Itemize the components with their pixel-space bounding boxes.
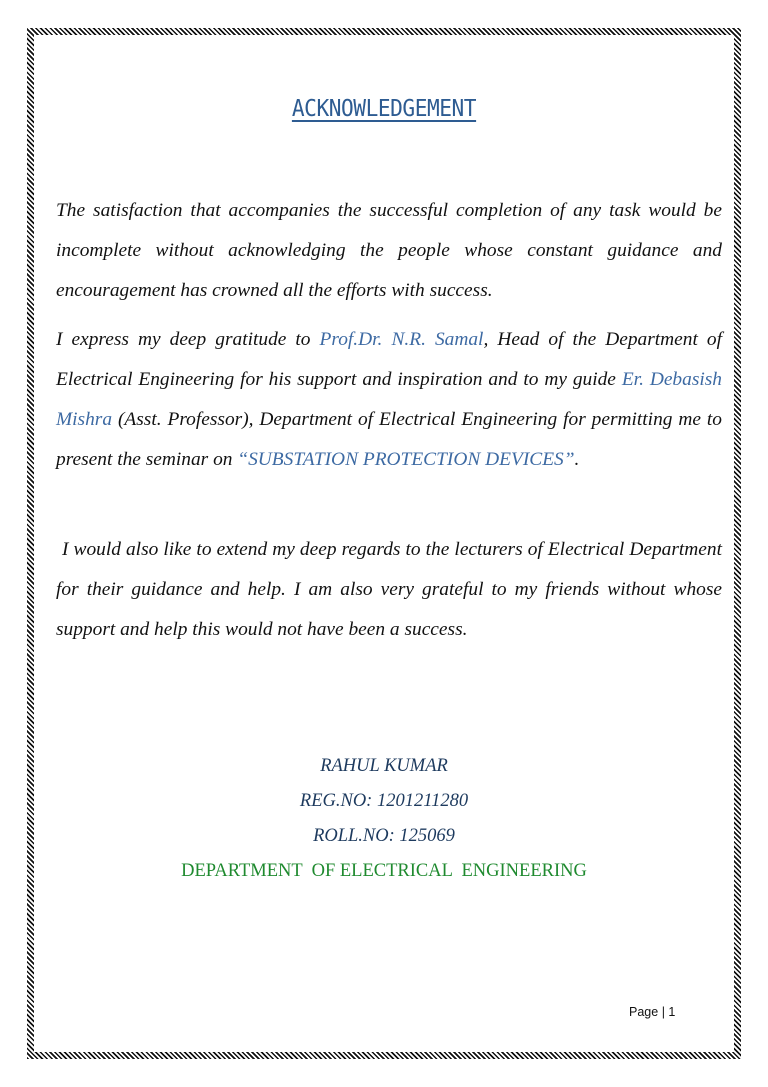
paragraph-2 (56, 320, 722, 480)
page-label: Page (629, 1005, 659, 1019)
department-name: DEPARTMENT OF ELECTRICAL ENGINEERING (181, 861, 587, 881)
student-name: RAHUL KUMAR (320, 756, 448, 776)
paragraph-2-text-4: . (574, 449, 580, 470)
paragraph-2-text-3: (Asst. Professor), Department of Electrical Engineering for permitting me to present the seminar on (56, 409, 722, 470)
page-title: ACKNOWLEDGEMENT (291, 96, 477, 122)
paragraph-2-text-2: , Head of the Department of Electrical Engineering for his support and inspiration and to my guide (56, 329, 722, 390)
paragraph-3: I would also like to extend my deep regards to the lecturers of Electrical Department for their guidance and help. I am also very grateful to my friends without whose support and help this would not have been a success. (56, 539, 722, 640)
seminar-title: “SUBSTATION PROTECTION DEVICES” (237, 449, 575, 470)
page-number: 1 (668, 1005, 676, 1019)
registration-number: REG.NO: 1201211280 (299, 791, 469, 811)
page-footer (629, 1005, 675, 1019)
hod-name: Prof.Dr. N.R. Samal (319, 329, 484, 350)
guide-name: Er. Debasish Mishra (56, 369, 722, 430)
paragraph-1: The satisfaction that accompanies the successful completion of any task would be incomplete without acknowledging the people whose constant guidance and encouragement has crowned all the efforts with success. (56, 200, 722, 301)
page-separator: | (661, 1005, 665, 1019)
roll-number: ROLL.NO: 125069 (313, 826, 455, 846)
paragraph-2-text-1: I express my deep gratitude to (56, 329, 320, 350)
